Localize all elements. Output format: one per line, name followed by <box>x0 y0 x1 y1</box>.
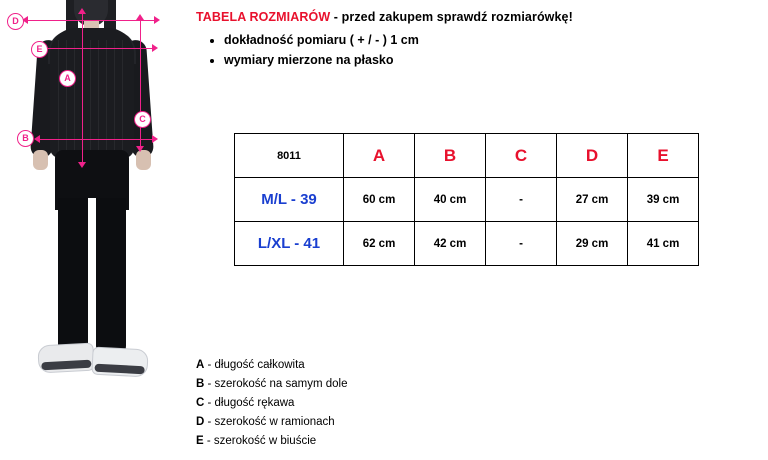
measure-marker-b: B <box>17 130 34 147</box>
page-title-main: TABELA ROZMIARÓW <box>196 10 331 24</box>
arrow-up-total-length <box>78 8 86 14</box>
cell-b: 40 cm <box>415 178 486 222</box>
model-illustration <box>0 0 186 460</box>
column-header-b: B <box>415 134 486 178</box>
model-leg-left <box>58 198 88 356</box>
measure-line-shoulders <box>28 20 154 21</box>
cell-d: 27 cm <box>557 178 628 222</box>
measure-marker-a: A <box>59 70 76 87</box>
model-leg-right <box>96 198 126 356</box>
list-item: • wymiary mierzone na płasko <box>224 50 419 70</box>
size-label: M/L - 39 <box>235 178 344 222</box>
legend-item-a <box>196 356 347 375</box>
legend-item-e <box>196 432 347 451</box>
product-photo-panel <box>0 0 186 460</box>
legend-text-a: - długość całkowita <box>204 359 305 371</box>
arrow-down-total-length <box>78 162 86 168</box>
cell-b: 42 cm <box>415 222 486 266</box>
legend-key-c: C <box>196 397 205 409</box>
table-row <box>235 222 699 266</box>
arrow-left-bottom <box>34 135 40 143</box>
notes-list <box>208 30 419 70</box>
legend-key-d: D <box>196 416 205 428</box>
column-header-a: A <box>344 134 415 178</box>
sweater-rib <box>98 40 99 155</box>
cell-a: 62 cm <box>344 222 415 266</box>
arrow-down-sleeve <box>136 146 144 152</box>
model-leg-gap <box>88 198 96 348</box>
sweater-rib <box>122 40 123 155</box>
arrow-right-bust <box>152 44 158 52</box>
model-hand-right <box>136 150 151 170</box>
column-header-e: E <box>628 134 699 178</box>
sweater-rib <box>106 40 107 155</box>
legend-item-b <box>196 375 347 394</box>
sweater-rib <box>66 40 67 155</box>
measure-marker-e: E <box>31 41 48 58</box>
column-header-c: C <box>486 134 557 178</box>
measure-line-total-length <box>82 14 83 164</box>
legend-item-d <box>196 413 347 432</box>
table-header-row <box>235 134 699 178</box>
arrow-right-bottom <box>152 135 158 143</box>
legend-key-b: B <box>196 378 205 390</box>
cell-c: - <box>486 178 557 222</box>
page-title <box>196 10 573 24</box>
legend-text-b: - szerokość na samym dole <box>204 378 348 390</box>
model-shoe-right <box>91 347 148 378</box>
legend-text-e: - szerokość w biuście <box>203 435 317 447</box>
legend-text-c: - długość rękawa <box>204 397 295 409</box>
measure-marker-d: D <box>7 13 24 30</box>
measure-marker-c: C <box>134 111 151 128</box>
column-header-d: D <box>557 134 628 178</box>
measure-line-bottom <box>40 139 152 140</box>
size-table <box>234 133 699 266</box>
table-row <box>235 178 699 222</box>
product-code-cell: 8011 <box>235 134 344 178</box>
cell-a: 60 cm <box>344 178 415 222</box>
legend-key-e: E <box>196 435 204 447</box>
measure-line-bust <box>40 48 152 49</box>
measure-line-sleeve <box>140 20 141 148</box>
model-hand-left <box>33 150 48 170</box>
legend-item-c <box>196 394 347 413</box>
list-item: • dokładność pomiaru ( + / - ) 1 cm <box>224 30 419 50</box>
arrow-up-sleeve <box>136 14 144 20</box>
sweater-rib <box>90 40 91 155</box>
cell-e: 39 cm <box>628 178 699 222</box>
size-label: L/XL - 41 <box>235 222 344 266</box>
page-title-rest: - przed zakupem sprawdź rozmiarówkę! <box>330 10 573 24</box>
sweater-rib <box>74 40 75 155</box>
legend-text-d: - szerokość w ramionach <box>204 416 335 428</box>
cell-e: 41 cm <box>628 222 699 266</box>
size-guide-content <box>186 0 768 460</box>
legend <box>196 356 347 451</box>
arrow-right-shoulders <box>154 16 160 24</box>
model-shoe-left <box>37 343 94 374</box>
legend-key-a: A <box>196 359 205 371</box>
cell-c: - <box>486 222 557 266</box>
sweater-rib <box>114 40 115 155</box>
sweater-rib <box>58 40 59 155</box>
cell-d: 29 cm <box>557 222 628 266</box>
